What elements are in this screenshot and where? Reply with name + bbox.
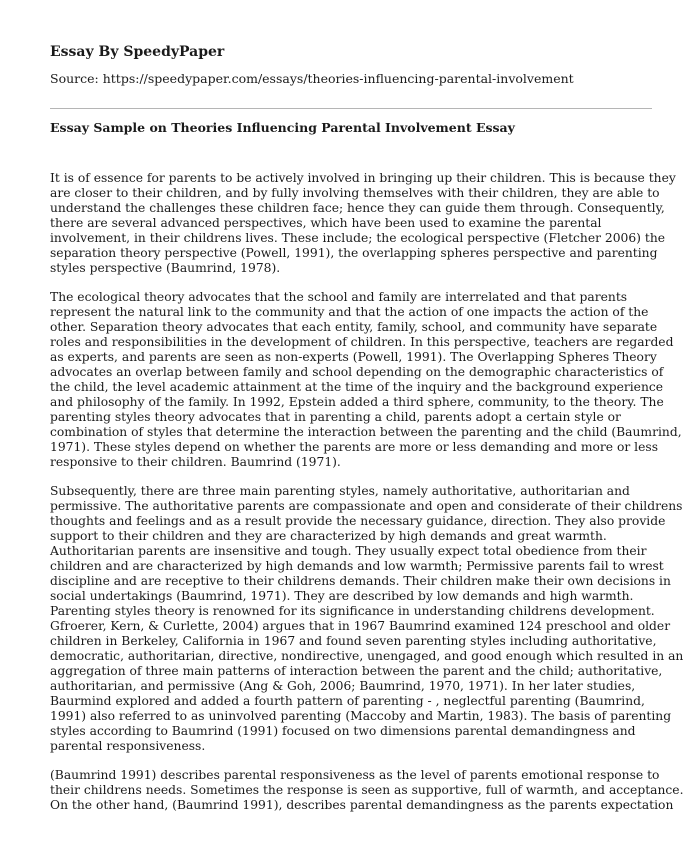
paragraph-line: understand the challenges these children face; hence they can guide them through. Consequently, [50, 201, 665, 215]
paragraph-line: represent the natural link to the community and that the action of one impacts the action of the [50, 305, 649, 319]
paragraph-line: democratic, authoritarian, directive, nondirective, unengaged, and good enough which resulted in an [50, 649, 684, 663]
essay-paragraph [50, 484, 684, 754]
site-name: Essay By SpeedyPaper [50, 44, 225, 60]
paragraph-line: 1971). These styles depend on whether the parents are more or less demanding and more or less [50, 440, 658, 454]
paragraph-line: 1991) also referred to as uninvolved parenting (Maccoby and Martin, 1983). The basis of parenting [50, 709, 672, 723]
paragraph-line: other. Separation theory advocates that each entity, family, school, and community have separate [50, 320, 658, 334]
paragraph-line: there are several advanced perspectives, which have been used to examine the parental [50, 216, 602, 230]
paragraph-line: social undertakings (Baumrind, 1971). They are described by low demands and high warmth. [50, 589, 634, 603]
paragraph-line: Authoritarian parents are insensitive and tough. They usually expect total obedience from their [50, 544, 647, 558]
paragraph-line: It is of essence for parents to be actively involved in bringing up their children. This is because they [50, 171, 676, 185]
paragraph-line: as experts, and parents are seen as non-experts (Powell, 1991). The Overlapping Spheres Theory [50, 350, 657, 364]
paragraph-line: separation theory perspective (Powell, 1991), the overlapping spheres perspective and parenting [50, 246, 658, 260]
paragraph-line: styles according to Baumrind (1991) focused on two dimensions parental demandingness and [50, 724, 636, 738]
paragraph-line: (Baumrind 1991) describes parental responsiveness as the level of parents emotional response to [50, 768, 660, 782]
essay-paragraph [50, 290, 682, 470]
paragraph-line: combination of styles that determine the interaction between the parenting and the child (Baumrind, [50, 425, 682, 439]
paragraph-line: parenting styles theory advocates that in parenting a child, parents adopt a certain style or [50, 410, 621, 424]
paragraph-line: Baurmind explored and added a fourth pattern of parenting - , neglectful parenting (Baumrind, [50, 694, 645, 708]
paragraph-line: involvement, in their childrens lives. These include; the ecological perspective (Fletcher 2006) the [50, 231, 666, 245]
paragraph-line: children in Berkeley, California in 1967 and found seven parenting styles including authoritative, [50, 634, 657, 648]
paragraph-line: roles and responsibilities in the development of children. In this perspective, teachers are regarded [50, 335, 674, 349]
essay-body [50, 171, 684, 827]
header-divider [50, 108, 652, 109]
paragraph-line: children and are characterized by high demands and low warmth; Permissive parents fail to wrest [50, 559, 664, 573]
paragraph-line: Subsequently, there are three main parenting styles, namely authoritative, authoritarian and [50, 484, 630, 498]
paragraph-line: parental responsiveness. [50, 739, 206, 753]
paragraph-line: the child, the level academic attainment at the time of the inquiry and the background experience [50, 380, 664, 394]
paragraph-line: responsive to their children. Baumrind (1971). [50, 455, 341, 469]
paragraph-line: are closer to their children, and by fully involving themselves with their children, they are able to [50, 186, 660, 200]
paragraph-line: advocates an overlap between family and school depending on the demographic characteristics of [50, 365, 664, 379]
essay-title: Essay Sample on Theories Influencing Parental Involvement Essay [50, 120, 515, 135]
source-line [50, 71, 574, 87]
paragraph-line: support to their children and they are characterized by high demands and great warmth. [50, 529, 607, 543]
paragraph-line: aggregation of three main patterns of interaction between the parent and the child; authoritative, [50, 664, 663, 678]
paragraph-line: permissive. The authoritative parents are compassionate and open and considerate of their childrens [50, 499, 683, 513]
paragraph-line: discipline and are receptive to their childrens demands. Their children make their own decisions in [50, 574, 671, 588]
paragraph-line: thoughts and feelings and as a result provide the necessary guidance, direction. They also provide [50, 514, 666, 528]
paragraph-line: The ecological theory advocates that the school and family are interrelated and that parents [50, 290, 628, 304]
essay-paragraph [50, 768, 684, 813]
essay-paragraph [50, 171, 676, 276]
paragraph-line: and philosophy of the family. In 1992, Epstein added a third sphere, community, to the theory. The [50, 395, 664, 409]
paragraph-line: styles perspective (Baumrind, 1978). [50, 261, 281, 275]
paragraph-line: Gfroerer, Kern, & Curlette, 2004) argues that in 1967 Baumrind examined 124 preschool and older [50, 619, 671, 633]
paragraph-line: authoritarian, and permissive (Ang & Goh, 2006; Baumrind, 1970, 1971). In her later studies, [50, 679, 636, 693]
paragraph-line: their childrens needs. Sometimes the response is seen as supportive, full of warmth, and acceptance. [50, 783, 684, 797]
paragraph-line: On the other hand, (Baumrind 1991), describes parental demandingness as the parents expectation [50, 798, 674, 812]
source-label: Source: [50, 71, 99, 86]
paragraph-line: Parenting styles theory is renowned for its significance in understanding childrens development. [50, 604, 655, 618]
source-url: https://speedypaper.com/essays/theories-influencing-parental-involvement [102, 71, 574, 86]
